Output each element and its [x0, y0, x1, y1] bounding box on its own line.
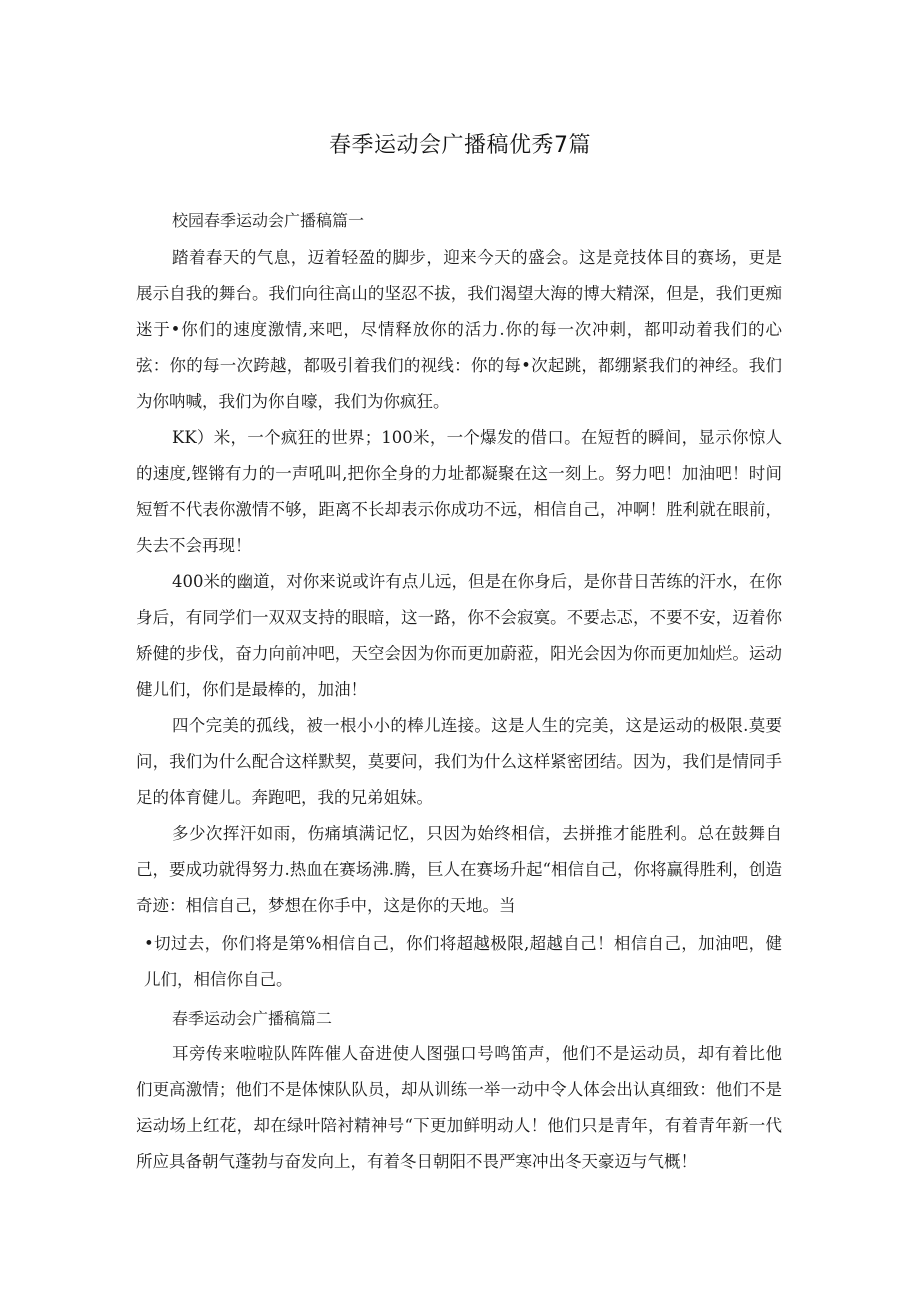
- paragraph: •切过去，你们将是第%相信自己，你们将超越极限,超越自己！相信自己，加油吧，健儿们，相信你自己。: [144, 934, 782, 989]
- paragraph: KK）米，一个疯狂的世界；100米，一个爆发的借口。在短哲的瞬间，显示你惊人的速度,铿锵有力的一声吼叫,把你全身的力址都凝聚在这一刻上。努力吧！加油吧！时间短暂不代表你激情不够，距离不长却表示你成功不远，相信自己，冲啊！胜利就在眼前，失去不会再现！: [136, 428, 782, 555]
- paragraph: 四个完美的孤线，被一根小小的棒儿连接。这是人生的完美，这是运动的极限.莫要问，我们为什么配合这样默契，莫要问，我们为什么这样紧密团结。因为，我们是情同手足的体育健儿。奔跑吧，我的兄弟姐妹。: [136, 716, 782, 807]
- section-heading-2: 春季运动会广播稿篇二: [172, 1009, 333, 1028]
- paragraph: 多少次挥汗如雨，伤痛填满记忆，只因为始终相信，去拼推才能胜利。总在鼓舞自己，要成功就得努力.热血在赛场沸.腾，巨人在赛场升起“相信自己，你将赢得胜利，创造奇迹：相信自己，梦想在你手中，这是你的天地。当: [136, 824, 782, 915]
- document-title: 春季运动会广播稿优秀7篇: [329, 133, 591, 158]
- section-heading-1: 校园春季运动会广播稿篇一: [172, 211, 365, 230]
- paragraph: 踏着春天的气息，迈着轻盈的脚步，迎来今天的盛会。这是竞技体目的赛场，更是展示自我的舞台。我们向往高山的坚忍不拔，我们渴望大海的博大精深，但是，我们更痴迷于•你们的速度激情,来吧，尽情释放你的活力.你的每一次冲刺，都叩动着我们的心弦：你的每一次跨越，都吸引着我们的视线：你的每•次起跳，都绷紧我们的神经。我们为你呐喊，我们为你自嚎，我们为你疯狂。: [136, 248, 782, 411]
- paragraph: 耳旁传来啦啦队阵阵催人奋进使人图强口号鸣笛声，他们不是运动员，却有着比他们更高激情；他们不是体悚队队员，却从训练一举一动中令人体会出认真细致：他们不是运动场上红花，却在绿叶陪衬精神号“下更加鲜明动人！他们只是青年，有着青年新一代所应具备朝气蓬勃与奋发向上，有着冬日朝阳不畏严寒冲出冬天豪迈与气概！: [136, 1044, 782, 1171]
- paragraph: 400米的幽道，对你来说或许有点儿远，但是在你身后，是你昔日苦练的汗水，在你身后，有同学们一双双支持的眼暗，这一路，你不会寂寞。不要忐忑，不要不安，迈着你矫健的步伐，奋力向前冲吧，天空会因为你而更加蔚蒞，阳光会因为你而更加灿烂。运动健儿们，你们是最棒的，加油！: [136, 572, 782, 699]
